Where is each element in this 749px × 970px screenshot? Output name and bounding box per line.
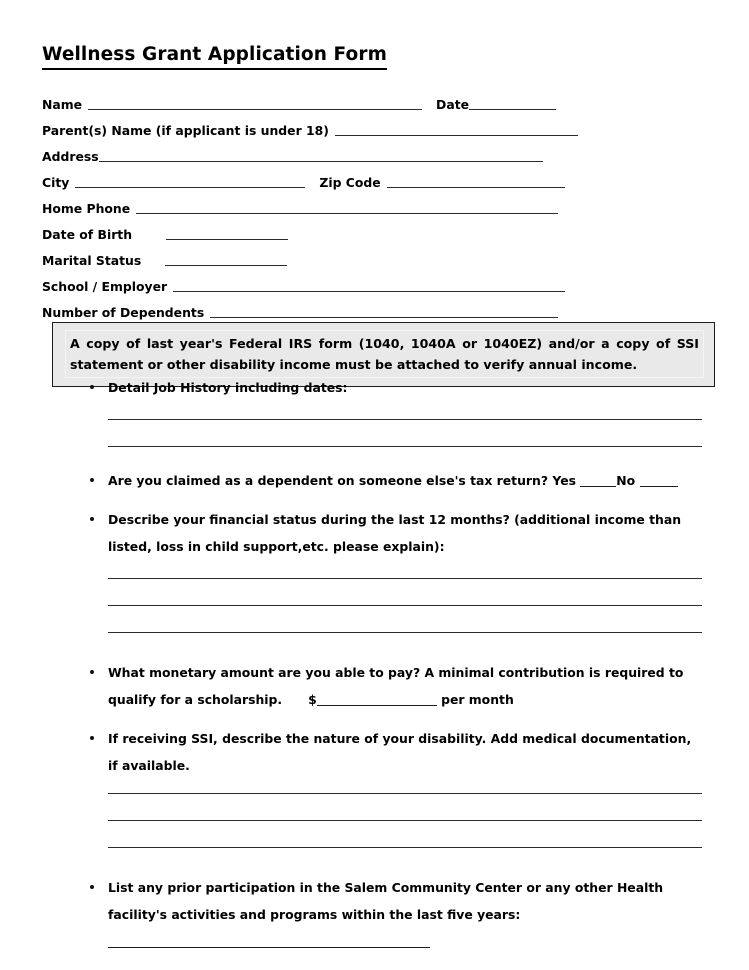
question-item-job-history (0, 374, 749, 401)
field-label-name: Name (42, 97, 83, 112)
question-text-prior-participation (108, 874, 702, 955)
spacer (0, 821, 749, 847)
field-blank-date-of-birth[interactable] (166, 239, 288, 240)
answer-blank-monthly-amount[interactable] (317, 692, 437, 706)
question-item-prior-participation (0, 874, 749, 955)
question-text-part-yes: Are you claimed as a dependent on someone else's tax return? Yes (108, 473, 581, 488)
answer-lines-prior-participation (0, 957, 749, 970)
page-title: Wellness Grant Application Form (42, 44, 387, 70)
field-blank-date[interactable] (469, 109, 556, 110)
bullet-dot-icon (90, 385, 94, 389)
spacer (0, 606, 749, 632)
field-blank-school-employer[interactable] (173, 291, 565, 292)
bullet-dot-icon (90, 517, 94, 521)
field-row-name (42, 90, 749, 112)
field-label-home-phone: Home Phone (42, 201, 131, 216)
answer-lines-job-history (0, 403, 749, 447)
field-blank-home-phone[interactable] (136, 213, 558, 214)
question-text-part-no: No (616, 473, 640, 488)
questions-list (0, 374, 749, 970)
spacer (0, 957, 749, 970)
field-row-address (42, 142, 749, 164)
answer-lines-ssi-disability (0, 781, 749, 848)
field-label-address: Address (42, 149, 99, 164)
notice-inner-frame (65, 330, 704, 378)
bullet-dot-icon (90, 670, 94, 674)
field-row-number-of-dependents (42, 298, 749, 320)
question-item-ssi-disability (0, 725, 749, 779)
field-blank-zip-code[interactable] (387, 187, 565, 188)
notice-text: A copy of last year's Federal IRS form (1040, 1040A or 1040EZ) and/or a copy of SSI statement or other disability income must be attached to verify annual income. (70, 336, 699, 372)
question-text-prior-participation-body: List any prior participation in the Salem Community Center or any other Health facility's activities and programs within the last five years: (108, 880, 664, 922)
spacer (0, 633, 749, 659)
field-label-school-employer: School / Employer (42, 279, 168, 294)
field-blank-parents-name[interactable] (335, 135, 578, 136)
field-row-home-phone (42, 194, 749, 216)
spacer (0, 713, 749, 725)
question-text-monetary-line: What monetary amount are you able to pay? A minimal contribution is required to qualify for a scholarship. (108, 665, 684, 707)
question-text-financial-status: Describe your financial status during the last 12 months? (additional income than listed, loss in child support,etc. please explain): (108, 512, 682, 554)
field-label-date-of-birth: Date of Birth (42, 227, 133, 242)
spacer (0, 579, 749, 605)
question-text-monetary-amount (108, 659, 702, 713)
question-text-job-history: Detail Job History including dates: (108, 380, 348, 395)
field-label-number-of-dependents: Number of Dependents (42, 305, 205, 320)
field-label-date: Date (436, 97, 470, 112)
spacer (0, 447, 749, 467)
field-label-parents-name: Parent(s) Name (if applicant is under 18) (42, 123, 329, 138)
spacer (0, 781, 749, 793)
field-blank-number-of-dependents[interactable] (210, 317, 558, 318)
field-row-school-employer (42, 272, 749, 294)
question-text-ssi-disability: If receiving SSI, describe the nature of your disability. Add medical documentation, if available. (108, 731, 692, 773)
answer-lines-financial-status (0, 562, 749, 633)
field-label-marital-status: Marital Status (42, 253, 142, 268)
field-blank-name[interactable] (88, 109, 422, 110)
spacer (0, 494, 749, 506)
question-text-per-month: per month (441, 692, 514, 707)
bullet-dot-icon (90, 736, 94, 740)
bullet-dot-icon (90, 478, 94, 482)
field-row-marital-status (42, 246, 749, 268)
question-item-financial-status (0, 506, 749, 560)
currency-symbol: $ (308, 692, 317, 707)
spacer (0, 562, 749, 578)
spacer (0, 848, 749, 874)
field-label-zip-code: Zip Code (319, 175, 381, 190)
field-row-date-of-birth (42, 220, 749, 242)
field-row-parents-name (42, 116, 749, 138)
question-item-monetary-amount (0, 659, 749, 713)
answer-blank-yes[interactable] (580, 473, 616, 487)
answer-blank-no[interactable] (640, 473, 678, 487)
spacer (0, 403, 749, 419)
question-item-claimed-dependent (0, 467, 749, 494)
spacer (0, 420, 749, 446)
field-row-city (42, 168, 749, 190)
field-blank-marital-status[interactable] (165, 265, 287, 266)
field-label-city: City (42, 175, 70, 190)
answer-blank-prior-participation[interactable] (108, 934, 430, 948)
field-blank-address[interactable] (99, 161, 543, 162)
question-text-claimed-dependent (108, 467, 702, 494)
field-blank-city[interactable] (75, 187, 305, 188)
spacer (0, 794, 749, 820)
bullet-dot-icon (90, 885, 94, 889)
